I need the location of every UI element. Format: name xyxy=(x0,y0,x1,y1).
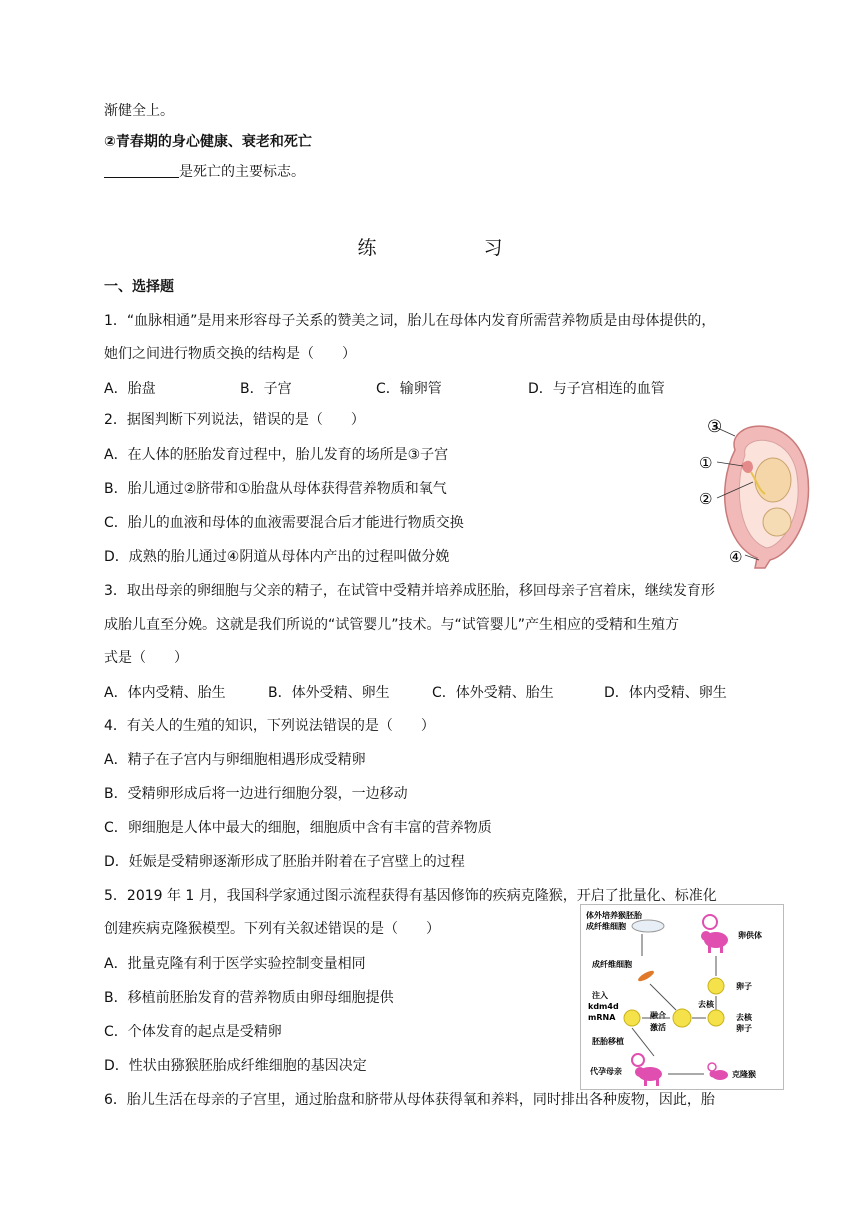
q3-stem-1: 3．取出母亲的卵细胞与父亲的精子，在试管中受精并培养成胚胎，移回母亲子宫着床，继续发育形 xyxy=(104,583,715,599)
q2-option-b: B．胎儿通过②脐带和①胎盘从母体获得营养物质和氧气 xyxy=(104,481,447,497)
q3-option-b: B．体外受精、卵生 xyxy=(268,685,390,701)
label-enucleated-egg-2: 卵子 xyxy=(736,1024,752,1033)
embryo-cell xyxy=(624,1010,640,1026)
label-enucleate: 去核 xyxy=(698,1000,714,1009)
q3-option-c: C．体外受精、胎生 xyxy=(432,685,554,701)
q1-stem-2: 她们之间进行物质交换的结构是（ ） xyxy=(104,346,356,362)
label-enucleated-egg-1: 去核 xyxy=(736,1013,752,1022)
q3-stem-2: 成胎儿直至分娩。这就是我们所说的“试管婴儿”技术。与“试管婴儿”产生相应的受精和生殖方 xyxy=(104,617,680,633)
q4-stem: 4．有关人的生殖的知识，下列说法错误的是（ ） xyxy=(104,718,435,734)
fetus-body xyxy=(755,458,791,502)
q1-option-b: B．子宫 xyxy=(240,381,292,397)
egg-cell xyxy=(708,978,724,994)
label-culture-1: 体外培养猴胚胎 xyxy=(586,911,642,920)
fused-cell xyxy=(673,1009,691,1027)
fetus-head xyxy=(763,508,791,536)
q5-stem-2: 创建疾病克隆猴模型。下列有关叙述错误的是（ ） xyxy=(104,921,440,937)
q4-option-b: B．受精卵形成后将一边进行细胞分裂，一边移动 xyxy=(104,786,408,802)
section-title: 练 习 xyxy=(357,237,547,259)
label-1: ① xyxy=(699,454,713,472)
clone-monkey-flowchart xyxy=(580,904,784,1090)
q5-option-d: D．性状由猕猴胚胎成纤维细胞的基因决定 xyxy=(104,1058,367,1074)
part-heading: 一、选择题 xyxy=(104,279,174,295)
q2-option-c: C．胎儿的血液和母体的血液需要混合后才能进行物质交换 xyxy=(104,515,464,531)
label-3: ③ xyxy=(707,417,723,437)
q3-stem-3: 式是（ ） xyxy=(104,650,188,666)
label-culture-2: 成纤维细胞 xyxy=(586,922,626,931)
q1-stem-1: 1．“血脉相通”是用来形容母子关系的赞美之词，胎儿在母体内发育所需营养物质是由母体提供的， xyxy=(104,313,716,329)
label-2: ② xyxy=(699,490,713,508)
label-activate: 激活 xyxy=(650,1023,666,1032)
q1-option-a: A．胎盘 xyxy=(104,381,156,397)
subsection-heading: ②青春期的身心健康、衰老和死亡 xyxy=(104,134,312,150)
q5-option-c: C．个体发育的起点是受精卵 xyxy=(104,1024,282,1040)
q6-stem-1: 6．胎儿生活在母亲的子宫里，通过胎盘和脐带从母体获得氧和养料，同时排出各种废物，因此，胎 xyxy=(104,1092,715,1108)
label-inject-2: kdm4d xyxy=(588,1002,619,1011)
fill-in-sentence xyxy=(104,162,305,182)
q2-option-d: D．成熟的胎儿通过④阴道从母体内产出的过程叫做分娩 xyxy=(104,549,450,565)
q4-option-c: C．卵细胞是人体中最大的细胞，细胞质中含有丰富的营养物质 xyxy=(104,820,492,836)
intro-line: 渐健全上。 xyxy=(104,103,174,119)
q4-option-a: A．精子在子宫内与卵细胞相遇形成受精卵 xyxy=(104,752,366,768)
label-clone: 克隆猴 xyxy=(732,1070,756,1079)
fetus-diagram xyxy=(695,410,815,570)
q4-option-d: D．妊娠是受精卵逐渐形成了胚胎并附着在子宫壁上的过程 xyxy=(104,854,465,870)
label-inject-3: mRNA xyxy=(588,1013,616,1022)
q1-option-d: D．与子宫相连的血管 xyxy=(528,381,665,397)
q5-stem-1: 5．2019 年 1 月，我国科学家通过图示流程获得有基因修饰的疾病克隆猴，开启了批量化、标准化 xyxy=(104,888,717,904)
enucleated-egg-cell xyxy=(708,1010,724,1026)
label-fuse: 融合 xyxy=(650,1011,666,1020)
label-donor: 卵供体 xyxy=(738,931,762,940)
label-surrogate: 代孕母亲 xyxy=(590,1067,622,1076)
label-fibroblast: 成纤维细胞 xyxy=(592,960,632,969)
label-transfer: 胚胎移植 xyxy=(592,1037,624,1046)
q2-option-a: A．在人体的胚胎发育过程中，胎儿发育的场所是③子宫 xyxy=(104,447,449,463)
q5-option-b: B．移植前胚胎发育的营养物质由卵母细胞提供 xyxy=(104,990,394,1006)
q1-option-c: C．输卵管 xyxy=(376,381,442,397)
q2-stem: 2．据图判断下列说法，错误的是（ ） xyxy=(104,412,365,428)
q3-option-d: D．体内受精、卵生 xyxy=(604,685,727,701)
label-egg: 卵子 xyxy=(736,982,752,991)
label-4: ④ xyxy=(729,548,743,566)
fill-suffix: 是死亡的主要标志。 xyxy=(179,164,305,180)
culture-dish xyxy=(632,920,664,932)
q3-option-a: A．体内受精、胎生 xyxy=(104,685,226,701)
q5-option-a: A．批量克隆有利于医学实验控制变量相同 xyxy=(104,956,366,972)
label-inject-1: 注入 xyxy=(592,991,608,1000)
answer-blank xyxy=(104,163,179,178)
